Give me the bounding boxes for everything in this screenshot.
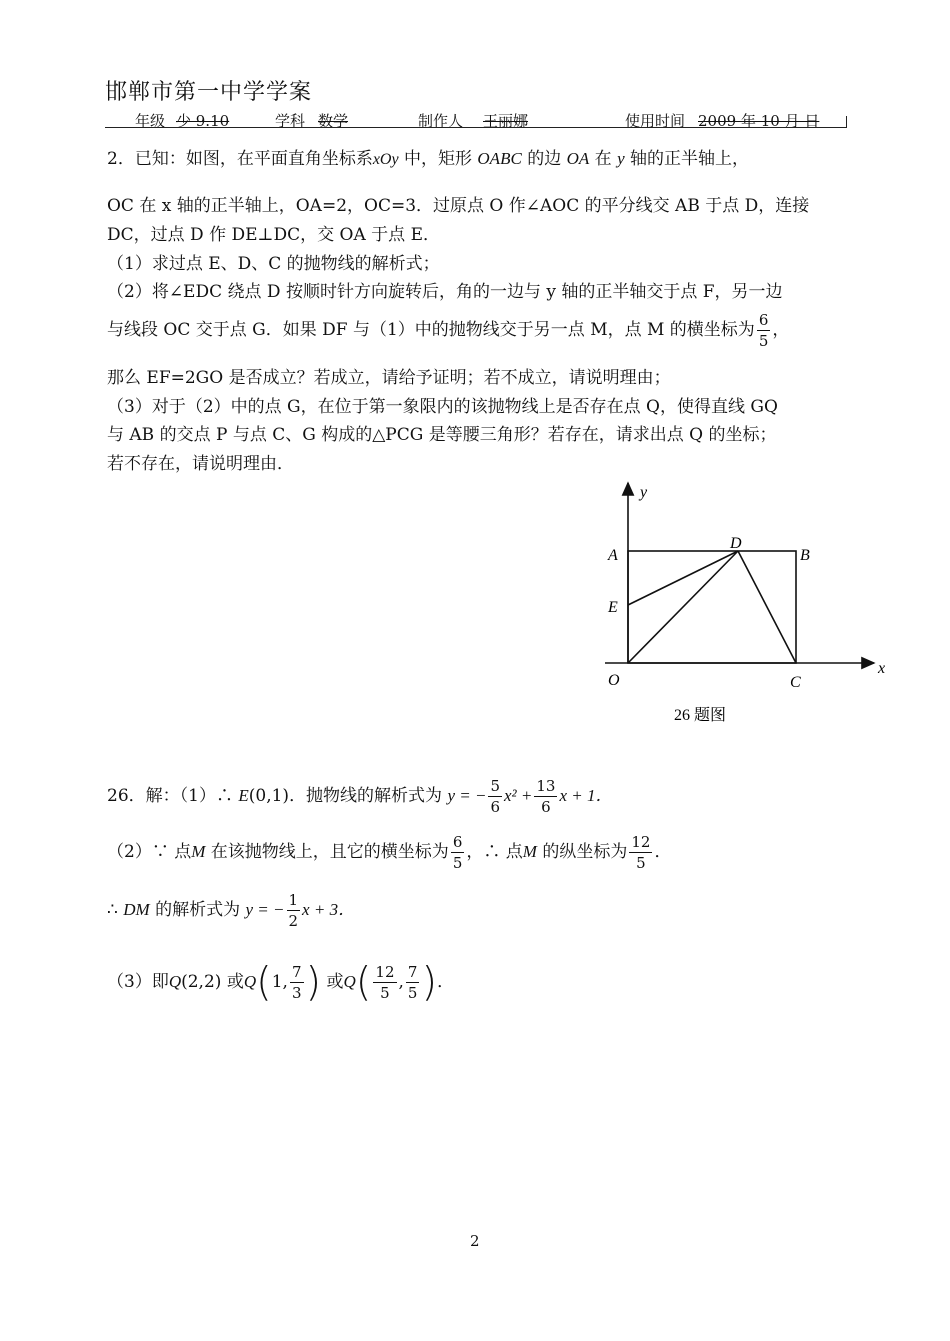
point-O-label: O bbox=[608, 672, 620, 689]
rectangle-OABC bbox=[628, 551, 796, 663]
header-rule-end bbox=[846, 116, 847, 128]
subject-value: 数学 bbox=[318, 112, 349, 130]
problem-line-3: DC，过点 D 作 DE⊥DC，交 OA 于点 E． bbox=[107, 225, 440, 245]
solution-line-3: ∴ DM 的解析式为 y = − $\frac{1}{2}$ x + 3． bbox=[107, 891, 356, 930]
problem-line-2: OC 在 x 轴的正半轴上，OA=2，OC=3．过原点 O 作∠AOC 的平分线交 AB 于点 D，连接 bbox=[107, 196, 810, 216]
subject-label: 学科 bbox=[275, 112, 306, 130]
problem-line-10: 若不存在，请说明理由． bbox=[107, 454, 294, 474]
point-B-label: B bbox=[800, 547, 810, 564]
time-label: 使用时间 bbox=[625, 112, 686, 130]
page-number: 2 bbox=[470, 1232, 480, 1250]
y-axis-label: y bbox=[640, 484, 648, 501]
figure-caption: 26 题图 bbox=[674, 707, 727, 724]
author-value: 王丽娜 bbox=[483, 112, 529, 130]
point-D-label: D bbox=[730, 535, 742, 552]
x-axis-label: x bbox=[878, 660, 886, 677]
point-E-label: E bbox=[608, 599, 618, 616]
grade-label: 年级 bbox=[135, 112, 166, 130]
solution-line-4: （3）即Q(2,2) 或Q(1, $\frac{7}{3}$ ) 或Q( $\frac{12}{5}$ , $\frac{7}{5}$ )． bbox=[107, 959, 455, 1006]
segment-DC bbox=[738, 551, 796, 663]
point-C-label: C bbox=[790, 674, 801, 691]
solution-line-1: 26．解：（1）∴ E(0,1)．抛物线的解析式为 y = − $\frac{5}{6}$ x² + $\frac{13}{6}$ x + 1． bbox=[107, 777, 613, 816]
problem-line-9: 与 AB 的交点 P 与点 C、G 构成的△PCG 是等腰三角形？若存在，请求出点 Q 的坐标； bbox=[107, 425, 777, 445]
document-title: 邯郸市第一中学学案 bbox=[105, 80, 313, 105]
problem-part-2: （2）将∠EDC 绕点 D 按顺时针方向旋转后，角的一边与 y 轴的正半轴交于点 F，另一边 bbox=[107, 282, 783, 302]
header-rule bbox=[105, 127, 847, 128]
problem-line-1: 2．已知：如图，在平面直角坐标系xOy 中，矩形 OABC 的边 OA 在 y 轴的正半轴上， bbox=[107, 149, 750, 169]
segment-ED bbox=[628, 551, 738, 605]
problem-line-7: 那么 EF=2GO 是否成立？若成立，请给予证明；若不成立，请说明理由； bbox=[107, 368, 671, 388]
author-label: 制作人 bbox=[418, 112, 464, 130]
coordinate-figure bbox=[580, 475, 900, 735]
segment-OD bbox=[628, 551, 738, 663]
solution-line-2: （2）∵ 点M 在该抛物线上，且它的横坐标为 $\frac{6}{5}$ ，∴ 点M 的纵坐标为 $\frac{12}{5}$ ． bbox=[107, 833, 672, 872]
problem-line-6: 与线段 OC 交于点 G．如果 DF 与（1）中的抛物线交于另一点 M，点 M 的横坐标为 $\frac{6}{5}$ ， bbox=[107, 311, 790, 350]
problem-part-3: （3）对于（2）中的点 G，在位于第一象限内的该抛物线上是否存在点 Q，使得直线 GQ bbox=[107, 397, 778, 417]
problem-part-1: （1）求过点 E、D、C 的抛物线的解析式； bbox=[107, 254, 440, 274]
grade-value: 少 9.10 bbox=[176, 112, 230, 130]
point-A-label: A bbox=[608, 547, 618, 564]
time-value: 2009 年 10 月 日 bbox=[698, 112, 820, 130]
